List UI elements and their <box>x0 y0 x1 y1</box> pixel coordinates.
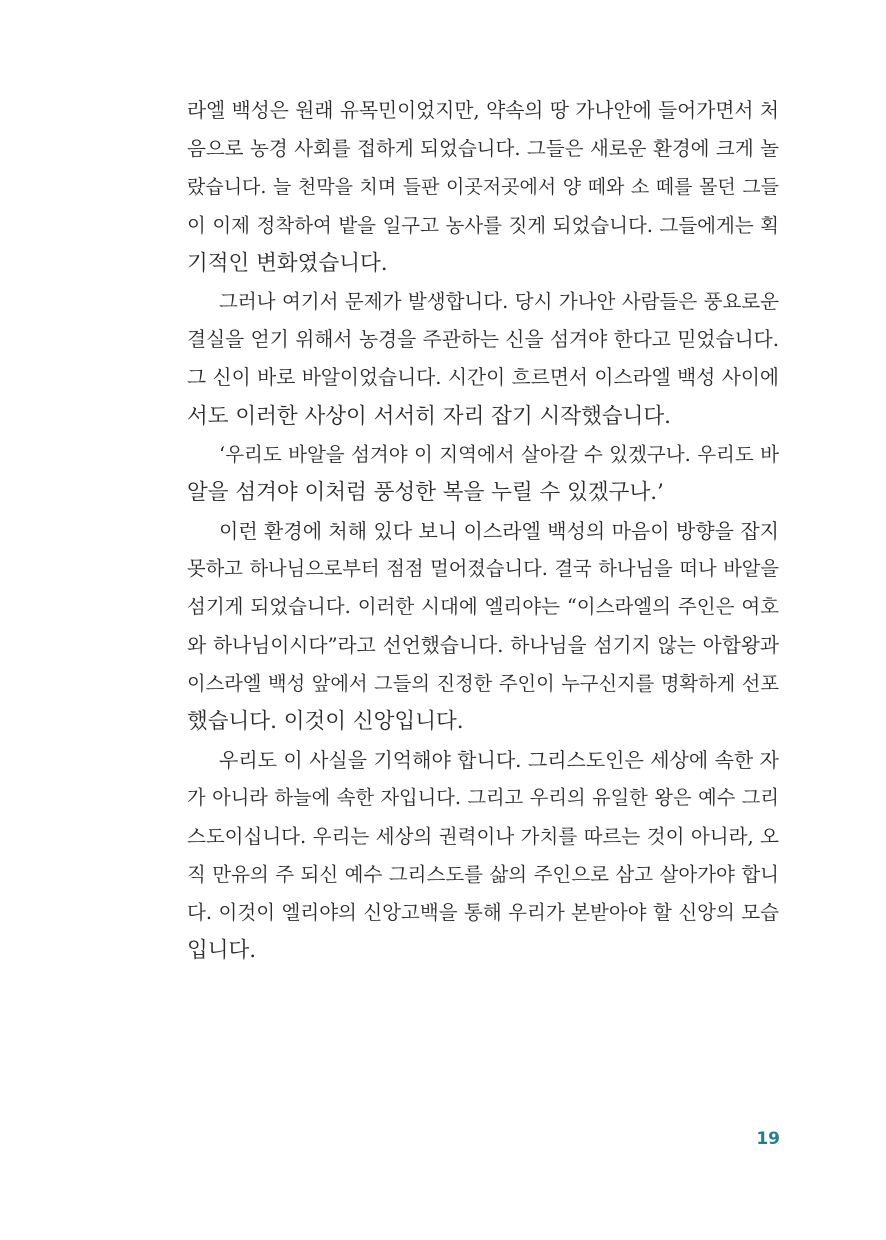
text-line: 알을 섬겨야 이처럼 풍성한 복을 누릴 수 있겠구나.’ <box>187 479 664 505</box>
text-line: 이 이제 정착하여 밭을 일구고 농사를 짓게 되었습니다. 그들에게는 획 <box>187 213 779 237</box>
text-line: 우리도 이 사실을 기억해야 합니다. 그리스도인은 세상에 속한 자 <box>219 748 779 773</box>
text-line: 음으로 농경 사회를 접하게 되었습니다. 그들은 새로운 환경에 크게 놀 <box>187 137 779 161</box>
text-line: 직 만유의 주 되신 예수 그리스도를 삶의 주인으로 삼고 살아가야 합니 <box>187 862 779 886</box>
body-text <box>187 92 779 970</box>
text-line: 다. 이것이 엘리야의 신앙고백을 통해 우리가 본받아야 할 신앙의 모습 <box>187 900 779 924</box>
text-line: 서도 이러한 사상이 서서히 자리 잡기 시작했습니다. <box>187 403 671 429</box>
text-line: 그러나 여기서 문제가 발생합니다. 당시 가나안 사람들은 풍요로운 <box>219 289 779 313</box>
text-line: 스도이십니다. 우리는 세상의 권력이나 가치를 따르는 것이 아니라, 오 <box>187 824 779 848</box>
text-line: 입니다. <box>187 938 257 964</box>
text-line: 그 신이 바로 바알이었습니다. 시간이 흐르면서 이스라엘 백성 사이에 <box>187 366 779 390</box>
text-line: 와 하나님이시다”라고 선언했습니다. 하나님을 섬기지 않는 아합왕과 <box>187 633 779 657</box>
text-line: 했습니다. 이것이 신앙입니다. <box>187 709 464 734</box>
text-line: 랐습니다. 늘 천막을 치며 들판 이곳저곳에서 양 떼와 소 떼를 몰던 그들 <box>187 176 779 199</box>
text-line: 이런 환경에 처해 있다 보니 이스라엘 백성의 마음이 방향을 잡지 <box>219 519 779 544</box>
text-line: 결실을 얻기 위해서 농경을 주관하는 신을 섬겨야 한다고 믿었습니다. <box>187 328 779 352</box>
text-line: 못하고 하나님으로부터 점점 멀어졌습니다. 결국 하나님을 떠나 바알을 <box>187 557 779 581</box>
page-number: 19 <box>756 1129 780 1149</box>
text-line: 가 아니라 하늘에 속한 자입니다. 그리고 우리의 유일한 왕은 예수 그리 <box>187 786 779 810</box>
text-line: 기적인 변화였습니다. <box>187 250 388 276</box>
text-line: 이스라엘 백성 앞에서 그들의 진정한 주인이 누구신지를 명확하게 선포 <box>187 671 779 695</box>
text-line: 섬기게 되었습니다. 이러한 시대에 엘리야는 “이스라엘의 주인은 여호 <box>187 595 779 619</box>
text-line: ‘우리도 바알을 섬겨야 이 지역에서 살아갈 수 있겠구나. 우리도 바 <box>219 442 779 466</box>
text-line: 라엘 백성은 원래 유목민이었지만, 약속의 땅 가나안에 들어가면서 처 <box>187 99 779 122</box>
